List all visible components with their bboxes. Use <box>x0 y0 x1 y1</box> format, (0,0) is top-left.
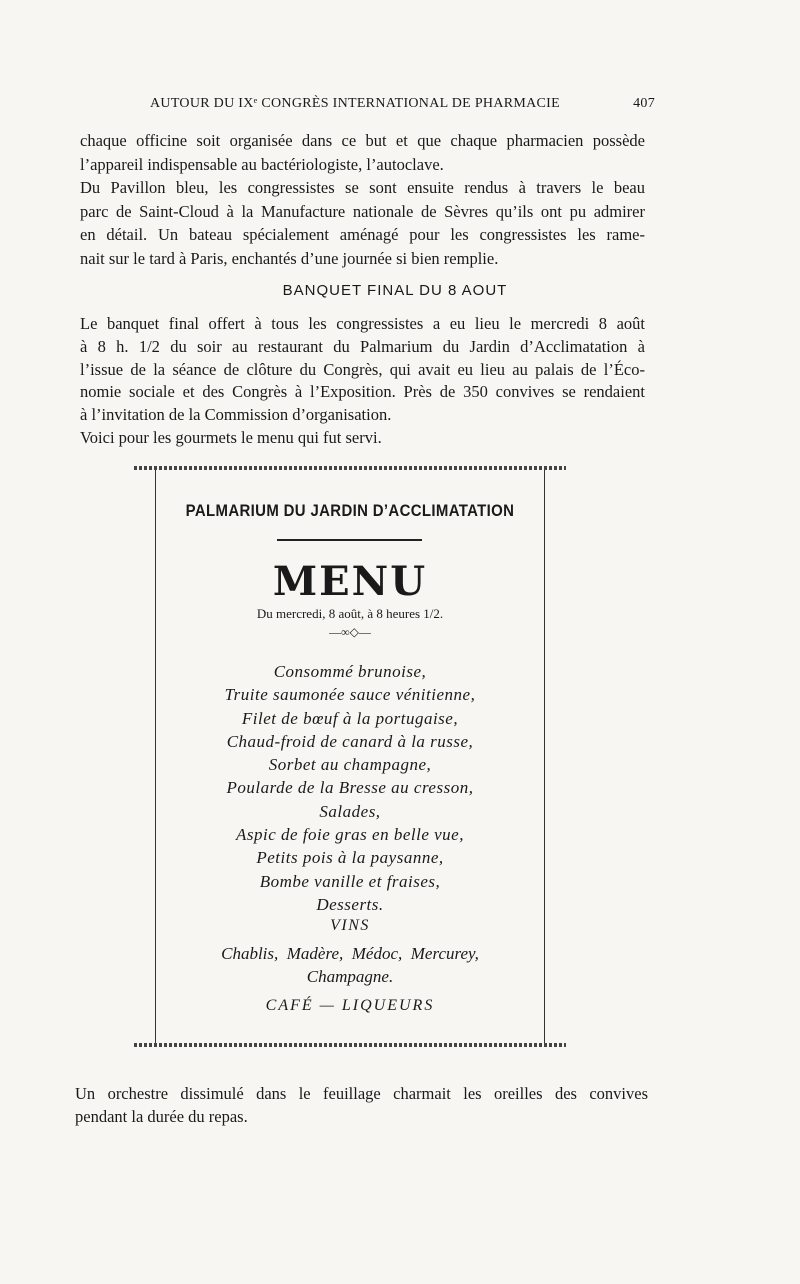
menu-frame <box>155 468 545 1045</box>
menu-closing: CAFÉ — LIQUEURS <box>265 997 435 1014</box>
dish-item: Bombe vanille et fraises, <box>259 871 441 891</box>
text-line: à 8 h. 1/2 du soir au restaurant du Palmarium du Jardin d’Acclimatation à <box>80 336 645 356</box>
dish-item: Salades, <box>319 801 381 821</box>
wine-line: Champagne. <box>306 967 394 986</box>
text-line: l’appareil indispensable au bactériologiste, l’autoclave. <box>80 154 444 174</box>
text-line: l’issue de la séance de clôture du Congrès, qui avait eu lieu au palais de l’Éco- <box>80 359 645 379</box>
menu-title: MENU <box>272 558 428 605</box>
text-line: chaque officine soit organisée dans ce but et que chaque pharmacien possède <box>80 131 645 150</box>
text-line: Le banquet final offert à tous les congressistes a eu lieu le mercredi 8 août <box>80 314 645 333</box>
page-number: 407 <box>633 96 655 111</box>
menu-date: Du mercredi, 8 août, à 8 heures 1/2. <box>256 606 444 621</box>
section-heading: BANQUET FINAL DU 8 AOUT <box>282 282 508 299</box>
paragraph-excursion <box>80 129 645 270</box>
text-line: pendant la durée du repas. <box>75 1107 248 1126</box>
wines-heading: VINS <box>330 917 370 934</box>
dish-item: Poularde de la Bresse au cresson, <box>226 778 474 798</box>
menu-bottom-border <box>134 1043 566 1047</box>
paragraph-banquet <box>80 313 645 450</box>
text-line: parc de Saint-Cloud à la Manufacture nationale de Sèvres qu’ils ont pu admirer <box>80 201 645 221</box>
text-line: nomie sociale et des Congrès à l’Exposition. Près de 350 convives se rendaient <box>80 382 645 402</box>
menu-venue: PALMARIUM DU JARDIN D’ACCLIMATATION <box>185 501 515 520</box>
dish-item: Filet de bœuf à la portugaise, <box>241 708 459 728</box>
dish-item: Aspic de foie gras en belle vue, <box>236 825 464 845</box>
text-line: à l’invitation de la Commission d’organisation. <box>80 405 392 425</box>
running-title: AUTOUR DU IXᵉ CONGRÈS INTERNATIONAL DE PHARMACIE <box>150 96 560 111</box>
dish-item: Petits pois à la paysanne, <box>256 848 444 868</box>
menu-dishes <box>156 660 544 916</box>
text-line: Un orchestre dissimulé dans le feuillage charmait les oreilles des convives <box>75 1084 648 1103</box>
text-line: nait sur le tard à Paris, enchantés d’une journée si bien remplie. <box>80 248 499 268</box>
wine-line: Chablis, Madère, Médoc, Mercurey, <box>221 944 479 963</box>
text-line: Du Pavillon bleu, les congressistes se sont ensuite rendus à travers le beau <box>80 178 645 197</box>
paragraph-orchestra <box>75 1082 648 1128</box>
dish-item: Truite saumonée sauce vénitienne, <box>224 685 476 705</box>
menu-divider <box>277 539 422 541</box>
dish-item: Desserts. <box>316 894 384 914</box>
text-line: en détail. Un bateau spécialement aménagé pour les congressistes les rame- <box>80 225 645 244</box>
dish-item: Chaud-froid de canard à la russe, <box>226 731 474 751</box>
menu-ornament: —∞◇— <box>329 625 371 639</box>
wines-list <box>156 942 544 988</box>
text-line: Voici pour les gourmets le menu qui fut servi. <box>80 427 382 447</box>
menu-top-border <box>134 466 566 470</box>
dish-item: Sorbet au champagne, <box>268 755 432 775</box>
dish-item: Consommé brunoise, <box>273 662 427 681</box>
